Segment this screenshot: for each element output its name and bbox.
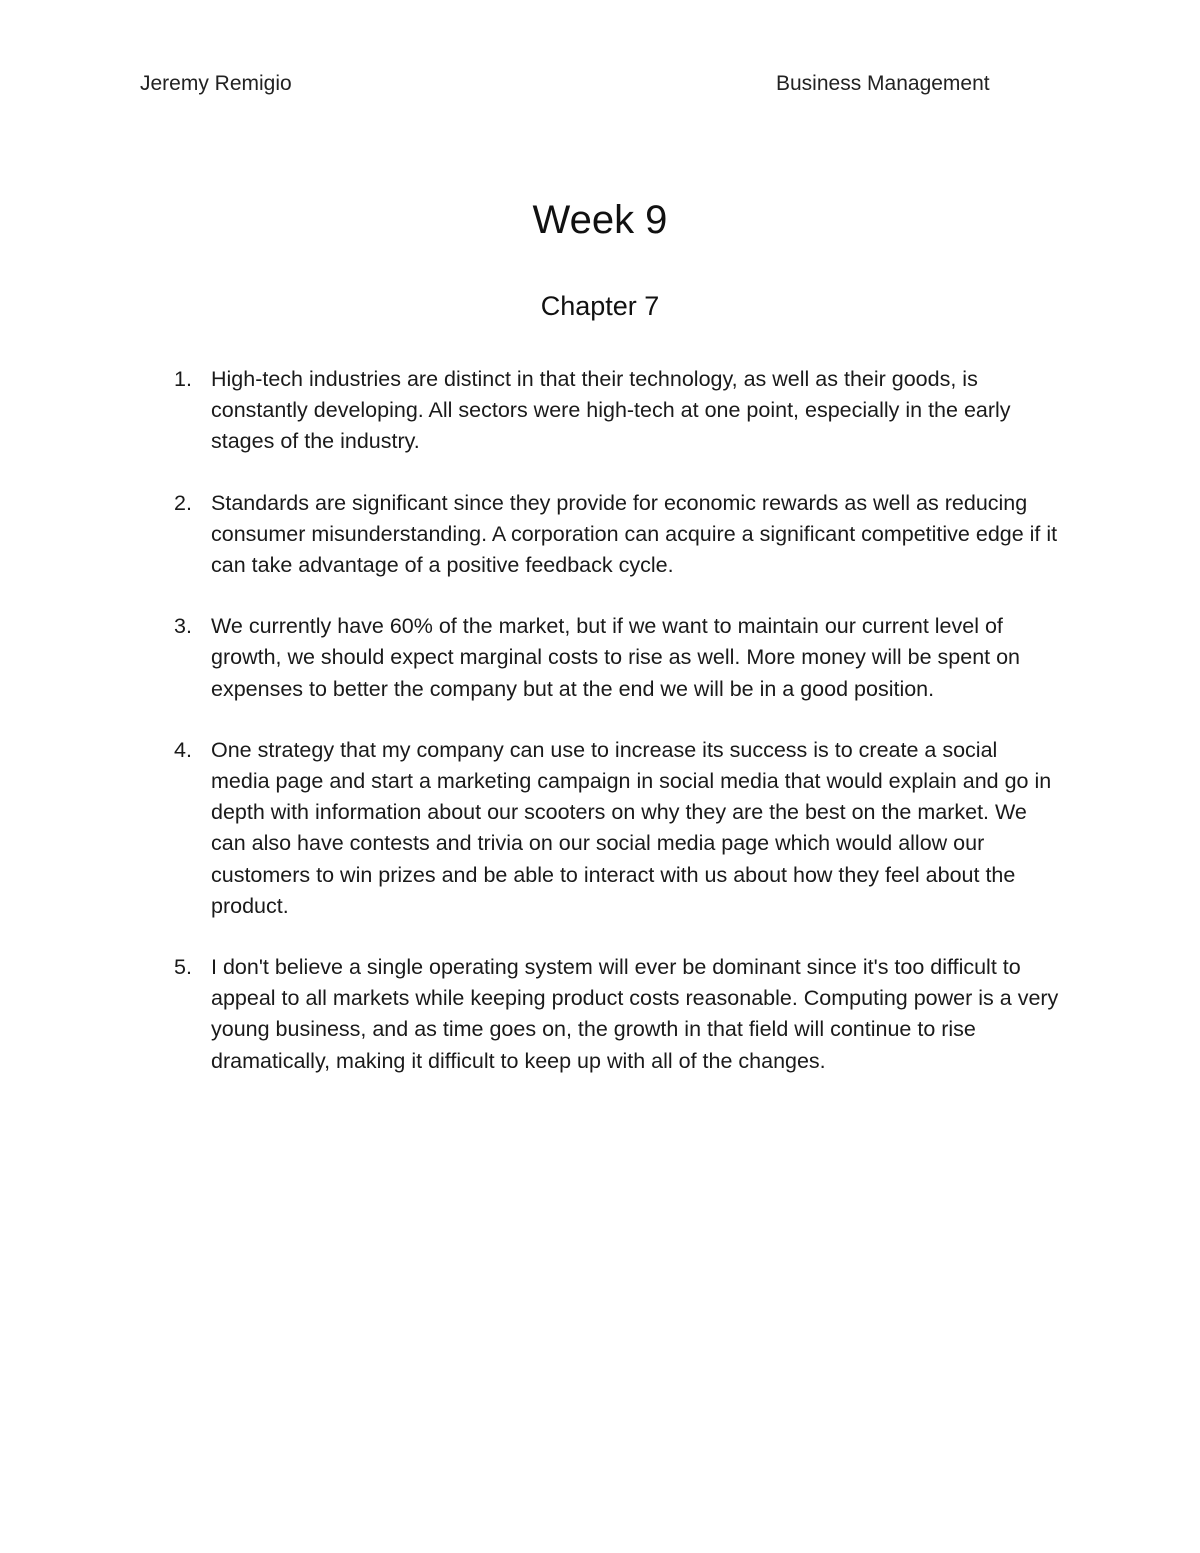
list-item-number: 3.	[174, 614, 192, 639]
list-item-text: High-tech industries are distinct in that their technology, as well as their goods, is constantly developing. All sectors were high-tech at one point, especially in the early stages of the industry.	[211, 367, 1011, 454]
list-item	[140, 488, 1060, 582]
list-item-text: We currently have 60% of the market, but if we want to maintain our current level of growth, we should expect marginal costs to rise as well. More money will be spent on expenses to better the company but at the end we will be in a good position.	[211, 614, 1021, 701]
answer-list	[140, 364, 1060, 1107]
list-item	[140, 735, 1060, 922]
list-item	[140, 611, 1060, 705]
list-item-number: 5.	[174, 955, 192, 980]
header-course: Business Management	[776, 72, 990, 95]
list-item-text: One strategy that my company can use to increase its success is to create a social media page and start a marketing campaign in social media that would explain and go in depth with information about our scooters on why they are the best on the market. We can also have contests and trivia on our social media page which would allow our customers to win prizes and be able to interact with us about how they feel about the product.	[211, 737, 1052, 918]
chapter-heading: Chapter 7	[540, 291, 660, 321]
list-item-number: 4.	[174, 737, 192, 762]
list-item-number: 2.	[174, 490, 192, 515]
header-author: Jeremy Remigio	[140, 72, 292, 95]
list-item	[140, 952, 1060, 1077]
list-item-number: 1.	[174, 367, 192, 391]
list-item-text: I don't believe a single operating system will ever be dominant since it's too difficult to appeal to all markets while keeping product costs reasonable. Computing power is a very young business, and as time goes on, the growth in that field will continue to rise dramatically, making it difficult to keep up with all of the changes.	[211, 955, 1059, 1073]
document-title: Week 9	[532, 198, 668, 242]
list-item	[140, 364, 1060, 458]
list-item-text: Standards are significant since they provide for economic rewards as well as reducing consumer misunderstanding. A corporation can acquire a significant competitive edge if it can take advantage of a positive feedback cycle.	[211, 490, 1058, 578]
